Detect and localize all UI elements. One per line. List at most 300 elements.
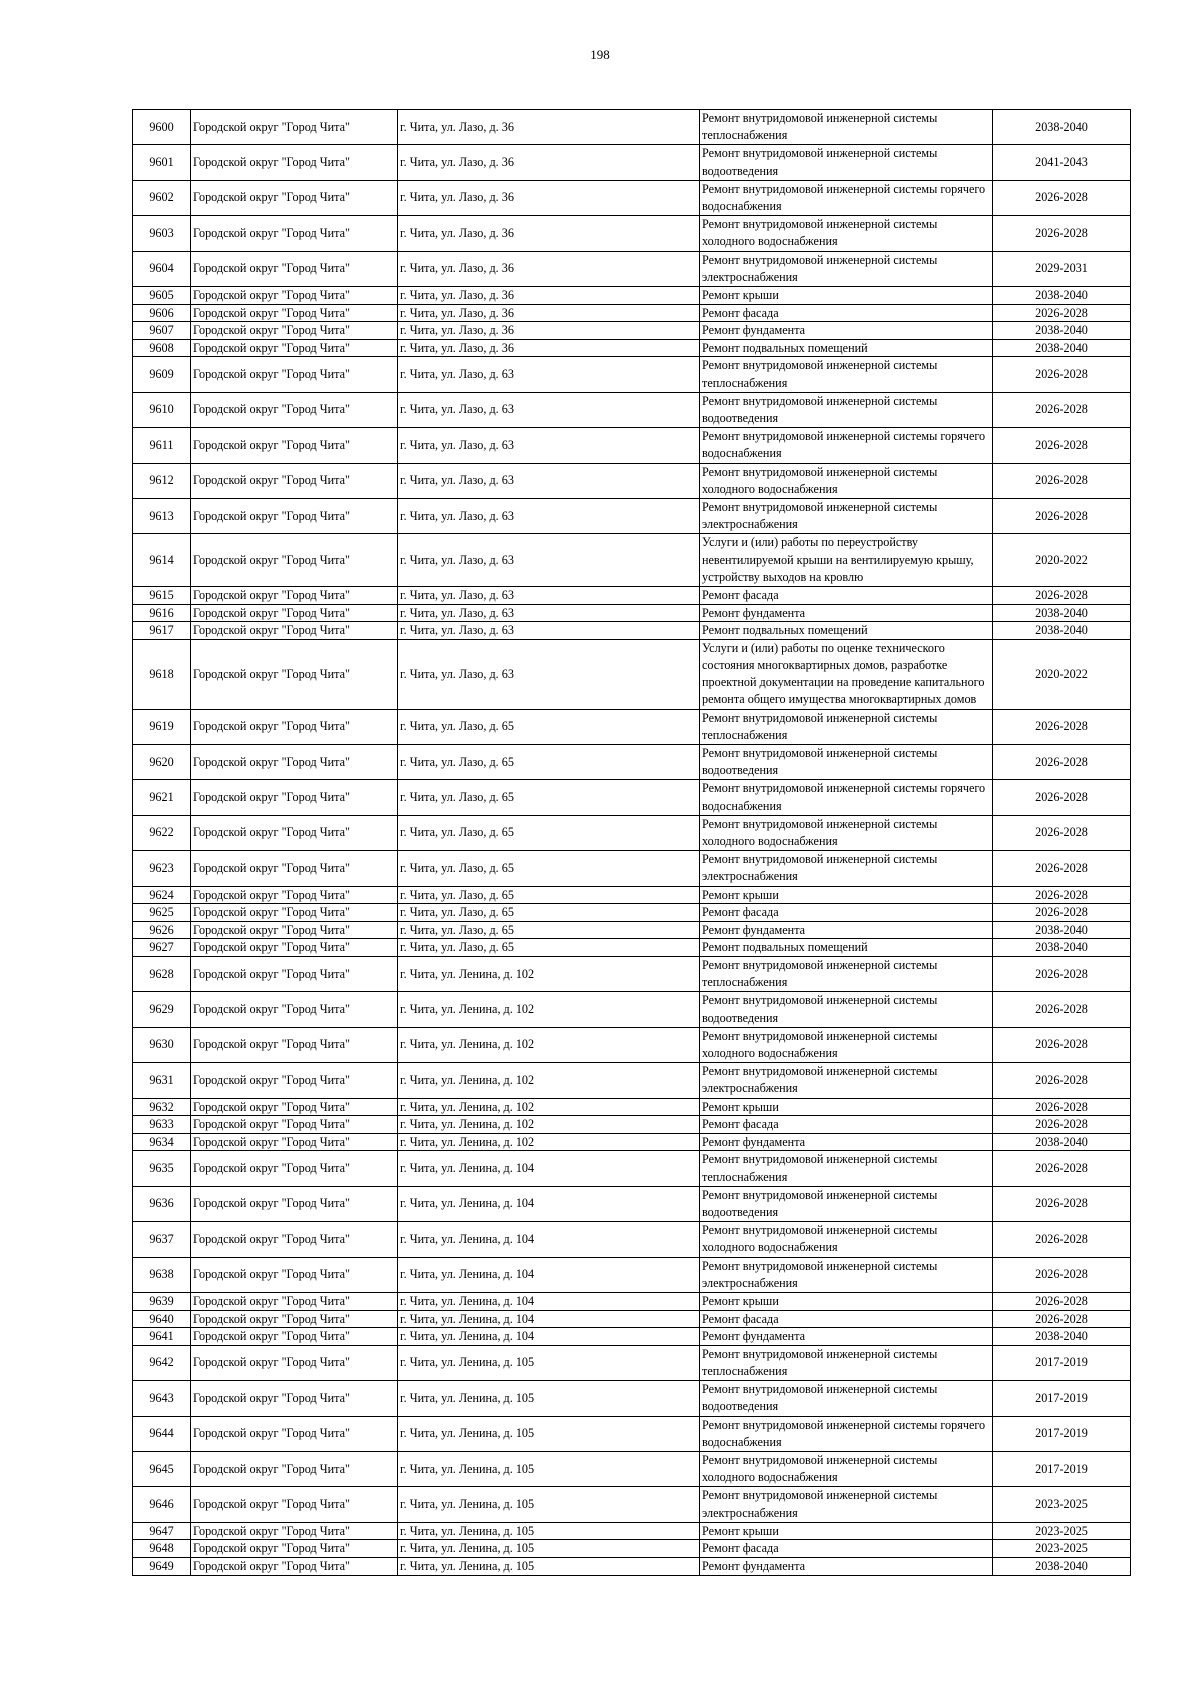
work-type-cell: Ремонт подвальных помещений — [700, 339, 993, 357]
row-number-cell: 9613 — [133, 499, 191, 534]
work-type-cell: Ремонт внутридомовой инженерной системы электроснабжения — [700, 1257, 993, 1292]
work-type-cell: Ремонт внутридомовой инженерной системы электроснабжения — [700, 851, 993, 886]
table-row — [133, 304, 1131, 322]
work-type-cell: Ремонт фундамента — [700, 921, 993, 939]
municipality-cell: Городской округ "Город Чита" — [191, 1186, 398, 1221]
period-cell: 2029-2031 — [993, 251, 1131, 286]
period-cell: 2026-2028 — [993, 1027, 1131, 1062]
municipality-cell: Городской округ "Город Чита" — [191, 1116, 398, 1134]
work-type-cell: Ремонт фундамента — [700, 1133, 993, 1151]
table-row — [133, 992, 1131, 1027]
period-cell: 2026-2028 — [993, 357, 1131, 392]
row-number-cell: 9603 — [133, 216, 191, 251]
address-cell: г. Чита, ул. Ленина, д. 104 — [398, 1151, 700, 1186]
work-type-cell: Ремонт внутридомовой инженерной системы электроснабжения — [700, 1487, 993, 1522]
period-cell: 2026-2028 — [993, 886, 1131, 904]
work-type-cell: Ремонт фасада — [700, 304, 993, 322]
municipality-cell: Городской округ "Город Чита" — [191, 1487, 398, 1522]
address-cell: г. Чита, ул. Лазо, д. 65 — [398, 939, 700, 957]
address-cell: г. Чита, ул. Ленина, д. 105 — [398, 1558, 700, 1576]
work-type-cell: Ремонт внутридомовой инженерной системы водоотведения — [700, 745, 993, 780]
period-cell: 2026-2028 — [993, 304, 1131, 322]
period-cell: 2026-2028 — [993, 1222, 1131, 1257]
municipality-cell: Городской округ "Город Чита" — [191, 639, 398, 709]
work-type-cell: Ремонт внутридомовой инженерной системы холодного водоснабжения — [700, 1222, 993, 1257]
work-type-cell: Ремонт внутридомовой инженерной системы водоотведения — [700, 1381, 993, 1416]
municipality-cell: Городской округ "Город Чита" — [191, 1381, 398, 1416]
period-cell: 2038-2040 — [993, 921, 1131, 939]
municipality-cell: Городской округ "Город Чита" — [191, 1027, 398, 1062]
work-type-cell: Ремонт внутридомовой инженерной системы водоотведения — [700, 392, 993, 427]
address-cell: г. Чита, ул. Лазо, д. 63 — [398, 604, 700, 622]
address-cell: г. Чита, ул. Ленина, д. 102 — [398, 1133, 700, 1151]
work-type-cell: Ремонт крыши — [700, 1293, 993, 1311]
municipality-cell: Городской округ "Город Чита" — [191, 145, 398, 180]
address-cell: г. Чита, ул. Ленина, д. 105 — [398, 1522, 700, 1540]
row-number-cell: 9627 — [133, 939, 191, 957]
row-number-cell: 9632 — [133, 1098, 191, 1116]
table-row — [133, 709, 1131, 744]
table-row — [133, 1098, 1131, 1116]
row-number-cell: 9640 — [133, 1310, 191, 1328]
table-row — [133, 1416, 1131, 1451]
address-cell: г. Чита, ул. Ленина, д. 105 — [398, 1540, 700, 1558]
period-cell: 2026-2028 — [993, 1293, 1131, 1311]
table-row — [133, 886, 1131, 904]
row-number-cell: 9646 — [133, 1487, 191, 1522]
table-row — [133, 1222, 1131, 1257]
period-cell: 2026-2028 — [993, 463, 1131, 498]
row-number-cell: 9617 — [133, 622, 191, 640]
municipality-cell: Городской округ "Город Чита" — [191, 1133, 398, 1151]
row-number-cell: 9614 — [133, 534, 191, 587]
period-cell: 2026-2028 — [993, 1310, 1131, 1328]
table-row — [133, 1293, 1131, 1311]
period-cell: 2026-2028 — [993, 392, 1131, 427]
capital-repair-table — [132, 109, 1131, 1576]
table-row — [133, 1151, 1131, 1186]
municipality-cell: Городской округ "Город Чита" — [191, 587, 398, 605]
page-number: 198 — [590, 47, 610, 62]
municipality-cell: Городской округ "Город Чита" — [191, 1310, 398, 1328]
work-type-cell: Ремонт крыши — [700, 287, 993, 305]
row-number-cell: 9610 — [133, 392, 191, 427]
work-type-cell: Ремонт внутридомовой инженерной системы электроснабжения — [700, 251, 993, 286]
period-cell: 2020-2022 — [993, 639, 1131, 709]
table-row — [133, 939, 1131, 957]
table-row — [133, 1027, 1131, 1062]
table-row — [133, 534, 1131, 587]
municipality-cell: Городской округ "Город Чита" — [191, 1293, 398, 1311]
work-type-cell: Ремонт внутридомовой инженерной системы холодного водоснабжения — [700, 463, 993, 498]
work-type-cell: Ремонт фундамента — [700, 322, 993, 340]
row-number-cell: 9642 — [133, 1345, 191, 1380]
address-cell: г. Чита, ул. Лазо, д. 36 — [398, 216, 700, 251]
work-type-cell: Ремонт внутридомовой инженерной системы теплоснабжения — [700, 357, 993, 392]
municipality-cell: Городской округ "Город Чита" — [191, 428, 398, 463]
municipality-cell: Городской округ "Город Чита" — [191, 780, 398, 815]
period-cell: 2038-2040 — [993, 1558, 1131, 1576]
address-cell: г. Чита, ул. Лазо, д. 65 — [398, 921, 700, 939]
work-type-cell: Ремонт фасада — [700, 1310, 993, 1328]
work-type-cell: Ремонт внутридомовой инженерной системы электроснабжения — [700, 1063, 993, 1098]
period-cell: 2026-2028 — [993, 815, 1131, 850]
row-number-cell: 9608 — [133, 339, 191, 357]
row-number-cell: 9641 — [133, 1328, 191, 1346]
row-number-cell: 9616 — [133, 604, 191, 622]
row-number-cell: 9637 — [133, 1222, 191, 1257]
table-row — [133, 587, 1131, 605]
period-cell: 2038-2040 — [993, 339, 1131, 357]
row-number-cell: 9611 — [133, 428, 191, 463]
row-number-cell: 9634 — [133, 1133, 191, 1151]
table-row — [133, 339, 1131, 357]
municipality-cell: Городской округ "Город Чита" — [191, 1452, 398, 1487]
address-cell: г. Чита, ул. Ленина, д. 104 — [398, 1293, 700, 1311]
period-cell: 2041-2043 — [993, 145, 1131, 180]
period-cell: 2026-2028 — [993, 1151, 1131, 1186]
table-row — [133, 1116, 1131, 1134]
row-number-cell: 9602 — [133, 180, 191, 215]
table-row — [133, 1522, 1131, 1540]
municipality-cell: Городской округ "Город Чита" — [191, 904, 398, 922]
period-cell: 2023-2025 — [993, 1540, 1131, 1558]
row-number-cell: 9625 — [133, 904, 191, 922]
municipality-cell: Городской округ "Город Чита" — [191, 1257, 398, 1292]
work-type-cell: Ремонт фасада — [700, 587, 993, 605]
work-type-cell: Услуги и (или) работы по оценке технического состояния многоквартирных домов, разработке проектной документации на проведение капитального ремонта общего имущества многоквартирных домов — [700, 639, 993, 709]
municipality-cell: Городской округ "Город Чита" — [191, 957, 398, 992]
work-type-cell: Ремонт внутридомовой инженерной системы холодного водоснабжения — [700, 815, 993, 850]
address-cell: г. Чита, ул. Ленина, д. 105 — [398, 1416, 700, 1451]
address-cell: г. Чита, ул. Ленина, д. 105 — [398, 1452, 700, 1487]
period-cell: 2038-2040 — [993, 322, 1131, 340]
period-cell: 2038-2040 — [993, 1133, 1131, 1151]
table-row — [133, 639, 1131, 709]
row-number-cell: 9639 — [133, 1293, 191, 1311]
work-type-cell: Ремонт внутридомовой инженерной системы водоотведения — [700, 1186, 993, 1221]
address-cell: г. Чита, ул. Ленина, д. 102 — [398, 957, 700, 992]
municipality-cell: Городской округ "Город Чита" — [191, 921, 398, 939]
row-number-cell: 9609 — [133, 357, 191, 392]
work-type-cell: Ремонт подвальных помещений — [700, 622, 993, 640]
work-type-cell: Ремонт внутридомовой инженерной системы теплоснабжения — [700, 110, 993, 145]
municipality-cell: Городской округ "Город Чита" — [191, 463, 398, 498]
address-cell: г. Чита, ул. Ленина, д. 105 — [398, 1345, 700, 1380]
period-cell: 2026-2028 — [993, 851, 1131, 886]
municipality-cell: Городской округ "Город Чита" — [191, 709, 398, 744]
row-number-cell: 9633 — [133, 1116, 191, 1134]
period-cell: 2026-2028 — [993, 780, 1131, 815]
work-type-cell: Ремонт внутридомовой инженерной системы теплоснабжения — [700, 1345, 993, 1380]
work-type-cell: Ремонт внутридомовой инженерной системы горячего водоснабжения — [700, 1416, 993, 1451]
period-cell: 2026-2028 — [993, 957, 1131, 992]
address-cell: г. Чита, ул. Лазо, д. 36 — [398, 339, 700, 357]
work-type-cell: Ремонт внутридомовой инженерной системы горячего водоснабжения — [700, 780, 993, 815]
municipality-cell: Городской округ "Город Чита" — [191, 304, 398, 322]
row-number-cell: 9645 — [133, 1452, 191, 1487]
period-cell: 2038-2040 — [993, 287, 1131, 305]
table-row — [133, 287, 1131, 305]
municipality-cell: Городской округ "Город Чита" — [191, 1416, 398, 1451]
period-cell: 2020-2022 — [993, 534, 1131, 587]
address-cell: г. Чита, ул. Лазо, д. 65 — [398, 745, 700, 780]
period-cell: 2038-2040 — [993, 1328, 1131, 1346]
period-cell: 2026-2028 — [993, 180, 1131, 215]
table-row — [133, 745, 1131, 780]
municipality-cell: Городской округ "Город Чита" — [191, 1222, 398, 1257]
table-row — [133, 622, 1131, 640]
address-cell: г. Чита, ул. Лазо, д. 63 — [398, 428, 700, 463]
period-cell: 2017-2019 — [993, 1452, 1131, 1487]
period-cell: 2026-2028 — [993, 1063, 1131, 1098]
work-type-cell: Ремонт подвальных помещений — [700, 939, 993, 957]
work-type-cell: Ремонт фундамента — [700, 1558, 993, 1576]
municipality-cell: Городской округ "Город Чита" — [191, 322, 398, 340]
address-cell: г. Чита, ул. Лазо, д. 65 — [398, 780, 700, 815]
period-cell: 2023-2025 — [993, 1487, 1131, 1522]
municipality-cell: Городской округ "Город Чита" — [191, 1540, 398, 1558]
table-row — [133, 110, 1131, 145]
work-type-cell: Ремонт крыши — [700, 886, 993, 904]
work-type-cell: Ремонт внутридомовой инженерной системы холодного водоснабжения — [700, 216, 993, 251]
table-row — [133, 1540, 1131, 1558]
row-number-cell: 9647 — [133, 1522, 191, 1540]
address-cell: г. Чита, ул. Ленина, д. 102 — [398, 1027, 700, 1062]
table-row — [133, 499, 1131, 534]
table-row — [133, 815, 1131, 850]
municipality-cell: Городской округ "Город Чита" — [191, 216, 398, 251]
address-cell: г. Чита, ул. Лазо, д. 63 — [398, 587, 700, 605]
row-number-cell: 9631 — [133, 1063, 191, 1098]
address-cell: г. Чита, ул. Ленина, д. 102 — [398, 1116, 700, 1134]
work-type-cell: Ремонт внутридомовой инженерной системы теплоснабжения — [700, 957, 993, 992]
table-row — [133, 357, 1131, 392]
table-row — [133, 1452, 1131, 1487]
address-cell: г. Чита, ул. Ленина, д. 102 — [398, 1098, 700, 1116]
period-cell: 2026-2028 — [993, 709, 1131, 744]
municipality-cell: Городской округ "Город Чита" — [191, 339, 398, 357]
period-cell: 2017-2019 — [993, 1345, 1131, 1380]
municipality-cell: Городской округ "Город Чита" — [191, 251, 398, 286]
address-cell: г. Чита, ул. Ленина, д. 104 — [398, 1222, 700, 1257]
table-row — [133, 216, 1131, 251]
period-cell: 2026-2028 — [993, 1098, 1131, 1116]
address-cell: г. Чита, ул. Лазо, д. 36 — [398, 322, 700, 340]
municipality-cell: Городской округ "Город Чита" — [191, 851, 398, 886]
address-cell: г. Чита, ул. Ленина, д. 102 — [398, 992, 700, 1027]
period-cell: 2026-2028 — [993, 499, 1131, 534]
municipality-cell: Городской округ "Город Чита" — [191, 604, 398, 622]
period-cell: 2017-2019 — [993, 1381, 1131, 1416]
address-cell: г. Чита, ул. Лазо, д. 36 — [398, 110, 700, 145]
period-cell: 2026-2028 — [993, 1116, 1131, 1134]
work-type-cell: Ремонт крыши — [700, 1098, 993, 1116]
address-cell: г. Чита, ул. Лазо, д. 65 — [398, 886, 700, 904]
row-number-cell: 9619 — [133, 709, 191, 744]
work-type-cell: Ремонт внутридомовой инженерной системы электроснабжения — [700, 499, 993, 534]
municipality-cell: Городской округ "Город Чита" — [191, 287, 398, 305]
period-cell: 2026-2028 — [993, 745, 1131, 780]
period-cell: 2038-2040 — [993, 110, 1131, 145]
table-row — [133, 604, 1131, 622]
municipality-cell: Городской округ "Город Чита" — [191, 745, 398, 780]
municipality-cell: Городской округ "Город Чита" — [191, 939, 398, 957]
address-cell: г. Чита, ул. Лазо, д. 63 — [398, 499, 700, 534]
row-number-cell: 9606 — [133, 304, 191, 322]
work-type-cell: Ремонт внутридомовой инженерной системы теплоснабжения — [700, 709, 993, 744]
period-cell: 2038-2040 — [993, 939, 1131, 957]
address-cell: г. Чита, ул. Ленина, д. 105 — [398, 1381, 700, 1416]
address-cell: г. Чита, ул. Ленина, д. 104 — [398, 1186, 700, 1221]
table-row — [133, 1345, 1131, 1380]
row-number-cell: 9612 — [133, 463, 191, 498]
address-cell: г. Чита, ул. Лазо, д. 65 — [398, 904, 700, 922]
address-cell: г. Чита, ул. Ленина, д. 104 — [398, 1257, 700, 1292]
address-cell: г. Чита, ул. Лазо, д. 36 — [398, 145, 700, 180]
address-cell: г. Чита, ул. Лазо, д. 63 — [398, 622, 700, 640]
row-number-cell: 9600 — [133, 110, 191, 145]
municipality-cell: Городской округ "Город Чита" — [191, 1328, 398, 1346]
table-row — [133, 251, 1131, 286]
table-row — [133, 921, 1131, 939]
address-cell: г. Чита, ул. Лазо, д. 36 — [398, 304, 700, 322]
table-row — [133, 145, 1131, 180]
municipality-cell: Городской округ "Город Чита" — [191, 357, 398, 392]
row-number-cell: 9630 — [133, 1027, 191, 1062]
row-number-cell: 9649 — [133, 1558, 191, 1576]
row-number-cell: 9636 — [133, 1186, 191, 1221]
municipality-cell: Городской округ "Город Чита" — [191, 1063, 398, 1098]
row-number-cell: 9622 — [133, 815, 191, 850]
table-row — [133, 392, 1131, 427]
address-cell: г. Чита, ул. Лазо, д. 36 — [398, 251, 700, 286]
address-cell: г. Чита, ул. Ленина, д. 104 — [398, 1328, 700, 1346]
row-number-cell: 9607 — [133, 322, 191, 340]
row-number-cell: 9623 — [133, 851, 191, 886]
table-row — [133, 1133, 1131, 1151]
period-cell: 2026-2028 — [993, 1257, 1131, 1292]
table-row — [133, 957, 1131, 992]
address-cell: г. Чита, ул. Ленина, д. 105 — [398, 1487, 700, 1522]
work-type-cell: Ремонт внутридомовой инженерной системы горячего водоснабжения — [700, 428, 993, 463]
address-cell: г. Чита, ул. Лазо, д. 65 — [398, 851, 700, 886]
row-number-cell: 9624 — [133, 886, 191, 904]
period-cell: 2017-2019 — [993, 1416, 1131, 1451]
period-cell: 2026-2028 — [993, 216, 1131, 251]
municipality-cell: Городской округ "Город Чита" — [191, 992, 398, 1027]
row-number-cell: 9621 — [133, 780, 191, 815]
address-cell: г. Чита, ул. Лазо, д. 63 — [398, 357, 700, 392]
row-number-cell: 9644 — [133, 1416, 191, 1451]
table-row — [133, 463, 1131, 498]
municipality-cell: Городской округ "Город Чита" — [191, 110, 398, 145]
row-number-cell: 9604 — [133, 251, 191, 286]
work-type-cell: Ремонт внутридомовой инженерной системы холодного водоснабжения — [700, 1027, 993, 1062]
period-cell: 2026-2028 — [993, 992, 1131, 1027]
table-row — [133, 428, 1131, 463]
row-number-cell: 9615 — [133, 587, 191, 605]
address-cell: г. Чита, ул. Лазо, д. 63 — [398, 639, 700, 709]
work-type-cell: Ремонт внутридомовой инженерной системы водоотведения — [700, 992, 993, 1027]
work-type-cell: Услуги и (или) работы по переустройству невентилируемой крыши на вентилируемую крышу, устройству выходов на кровлю — [700, 534, 993, 587]
row-number-cell: 9643 — [133, 1381, 191, 1416]
row-number-cell: 9629 — [133, 992, 191, 1027]
table-row — [133, 180, 1131, 215]
municipality-cell: Городской округ "Город Чита" — [191, 392, 398, 427]
table-row — [133, 1381, 1131, 1416]
work-type-cell: Ремонт внутридомовой инженерной системы водоотведения — [700, 145, 993, 180]
table-row — [133, 1186, 1131, 1221]
table-row — [133, 780, 1131, 815]
municipality-cell: Городской округ "Город Чита" — [191, 180, 398, 215]
municipality-cell: Городской округ "Город Чита" — [191, 622, 398, 640]
municipality-cell: Городской округ "Город Чита" — [191, 886, 398, 904]
table-row — [133, 1063, 1131, 1098]
table-row — [133, 1558, 1131, 1576]
address-cell: г. Чита, ул. Лазо, д. 65 — [398, 815, 700, 850]
work-type-cell: Ремонт крыши — [700, 1522, 993, 1540]
row-number-cell: 9626 — [133, 921, 191, 939]
address-cell: г. Чита, ул. Лазо, д. 63 — [398, 463, 700, 498]
period-cell: 2023-2025 — [993, 1522, 1131, 1540]
table-row — [133, 1257, 1131, 1292]
municipality-cell: Городской округ "Город Чита" — [191, 1558, 398, 1576]
work-type-cell: Ремонт фасада — [700, 1116, 993, 1134]
table-row — [133, 1310, 1131, 1328]
table-row — [133, 851, 1131, 886]
row-number-cell: 9648 — [133, 1540, 191, 1558]
work-type-cell: Ремонт внутридомовой инженерной системы холодного водоснабжения — [700, 1452, 993, 1487]
work-type-cell: Ремонт фасада — [700, 1540, 993, 1558]
address-cell: г. Чита, ул. Лазо, д. 65 — [398, 709, 700, 744]
table-body — [133, 110, 1131, 1576]
municipality-cell: Городской округ "Город Чита" — [191, 815, 398, 850]
municipality-cell: Городской округ "Город Чита" — [191, 1151, 398, 1186]
address-cell: г. Чита, ул. Ленина, д. 102 — [398, 1063, 700, 1098]
address-cell: г. Чита, ул. Лазо, д. 36 — [398, 287, 700, 305]
address-cell: г. Чита, ул. Лазо, д. 63 — [398, 534, 700, 587]
row-number-cell: 9605 — [133, 287, 191, 305]
period-cell: 2026-2028 — [993, 428, 1131, 463]
work-type-cell: Ремонт внутридомовой инженерной системы теплоснабжения — [700, 1151, 993, 1186]
work-type-cell: Ремонт внутридомовой инженерной системы горячего водоснабжения — [700, 180, 993, 215]
row-number-cell: 9635 — [133, 1151, 191, 1186]
period-cell: 2026-2028 — [993, 1186, 1131, 1221]
table-row — [133, 1487, 1131, 1522]
period-cell: 2026-2028 — [993, 587, 1131, 605]
row-number-cell: 9618 — [133, 639, 191, 709]
address-cell: г. Чита, ул. Лазо, д. 36 — [398, 180, 700, 215]
row-number-cell: 9620 — [133, 745, 191, 780]
period-cell: 2026-2028 — [993, 904, 1131, 922]
address-cell: г. Чита, ул. Ленина, д. 104 — [398, 1310, 700, 1328]
table-row — [133, 1328, 1131, 1346]
work-type-cell: Ремонт фундамента — [700, 604, 993, 622]
table-row — [133, 322, 1131, 340]
period-cell: 2038-2040 — [993, 604, 1131, 622]
municipality-cell: Городской округ "Город Чита" — [191, 534, 398, 587]
row-number-cell: 9628 — [133, 957, 191, 992]
municipality-cell: Городской округ "Город Чита" — [191, 1345, 398, 1380]
address-cell: г. Чита, ул. Лазо, д. 63 — [398, 392, 700, 427]
municipality-cell: Городской округ "Город Чита" — [191, 1522, 398, 1540]
work-type-cell: Ремонт фундамента — [700, 1328, 993, 1346]
row-number-cell: 9638 — [133, 1257, 191, 1292]
work-type-cell: Ремонт фасада — [700, 904, 993, 922]
municipality-cell: Городской округ "Город Чита" — [191, 499, 398, 534]
table-row — [133, 904, 1131, 922]
